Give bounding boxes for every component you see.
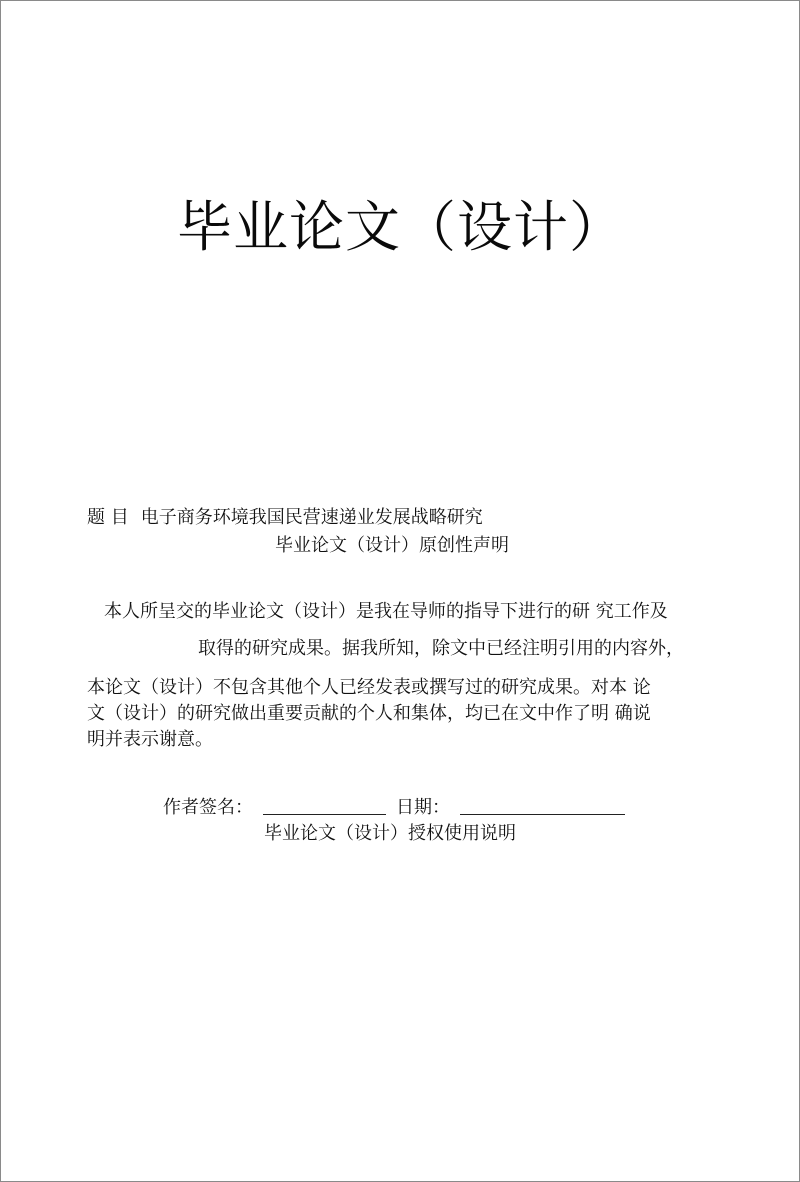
thesis-title-label: 题 目 — [87, 507, 129, 528]
main-title: 毕业论文（设计） — [177, 195, 626, 259]
thesis-title-text: 电子商务环境我国民营速递业发展战略研究 — [140, 507, 483, 528]
originality-heading: 毕业论文（设计）原创性声明 — [275, 535, 509, 556]
authorization-heading: 毕业论文（设计）授权使用说明 — [264, 823, 516, 844]
declaration-line: 取得的研究成果。据我所知，除文中已经注明引用的内容外， — [198, 638, 684, 659]
declaration-line: 文（设计）的研究做出重要贡献的个人和集体，均已在文中作了明 确说 — [87, 703, 651, 724]
author-signature-label: 作者签名： — [163, 797, 253, 818]
declaration-line: 明并表示谢意。 — [87, 729, 213, 750]
declaration-line: 本论文（设计）不包含其他个人已经发表或撰写过的研究成果。对本 论 — [87, 677, 651, 698]
date-field[interactable] — [460, 813, 625, 815]
thesis-title-row — [87, 509, 483, 527]
declaration-line: 本人所呈交的毕业论文（设计）是我在导师的指导下进行的研 究工作及 — [104, 601, 668, 622]
author-signature-field[interactable] — [263, 813, 386, 815]
date-label: 日期： — [396, 797, 450, 818]
signature-row — [163, 799, 625, 817]
